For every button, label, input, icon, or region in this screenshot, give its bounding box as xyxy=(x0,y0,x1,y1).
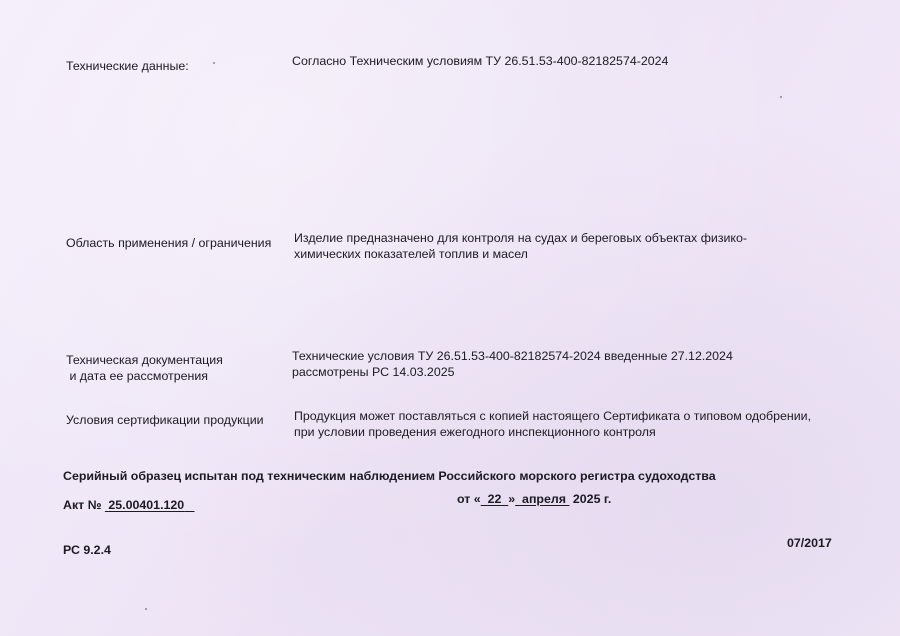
act-date-prefix: от « xyxy=(457,492,481,506)
act-month: апреля xyxy=(522,492,566,506)
technical-documentation-value-line-2: рассмотрены РС 14.03.2025 xyxy=(292,365,455,379)
act-number-line xyxy=(63,497,195,513)
application-scope-label: Область применения / ограничения xyxy=(66,236,272,250)
technical-documentation-label-line-1: Техническая документация xyxy=(66,353,223,367)
act-year: 2025 г. xyxy=(572,492,612,506)
technical-data-label: Технические данные: xyxy=(66,59,189,73)
act-day: 22 xyxy=(487,492,502,506)
scan-speck xyxy=(213,62,215,64)
application-scope-value-line-1: Изделие предназначено для контроля на судах и береговых объектах физико- xyxy=(294,231,747,245)
certification-conditions-label: Условия сертификации продукции xyxy=(66,413,264,427)
act-number: 25.00401.120 xyxy=(108,498,185,512)
act-label: Акт № xyxy=(63,498,102,512)
scan-speck xyxy=(145,608,147,610)
certification-conditions-value-line-1: Продукция может поставляться с копией настоящего Сертификата о типовом одобрении, xyxy=(294,409,812,423)
certification-conditions-value-line-2: при условии проведения ежегодного инспекционного контроля xyxy=(294,425,656,439)
act-date-mid: » xyxy=(508,492,516,506)
form-code: РС 9.2.4 xyxy=(63,543,111,557)
technical-data-value: Согласно Техническим условиям ТУ 26.51.53-400-82182574-2024 xyxy=(292,54,669,68)
technical-documentation-value-line-1: Технические условия ТУ 26.51.53-400-82182574-2024 введенные 27.12.2024 xyxy=(292,349,733,363)
technical-documentation-label-line-2: и дата ее рассмотрения xyxy=(66,369,208,383)
scan-speck xyxy=(780,96,782,98)
act-date-line xyxy=(457,491,611,507)
survey-statement: Серийный образец испытан под техническим наблюдением Российского морского регистра судоходства xyxy=(63,469,716,483)
form-date: 07/2017 xyxy=(787,536,832,550)
application-scope-value-line-2: химических показателей топлив и масел xyxy=(294,247,528,261)
